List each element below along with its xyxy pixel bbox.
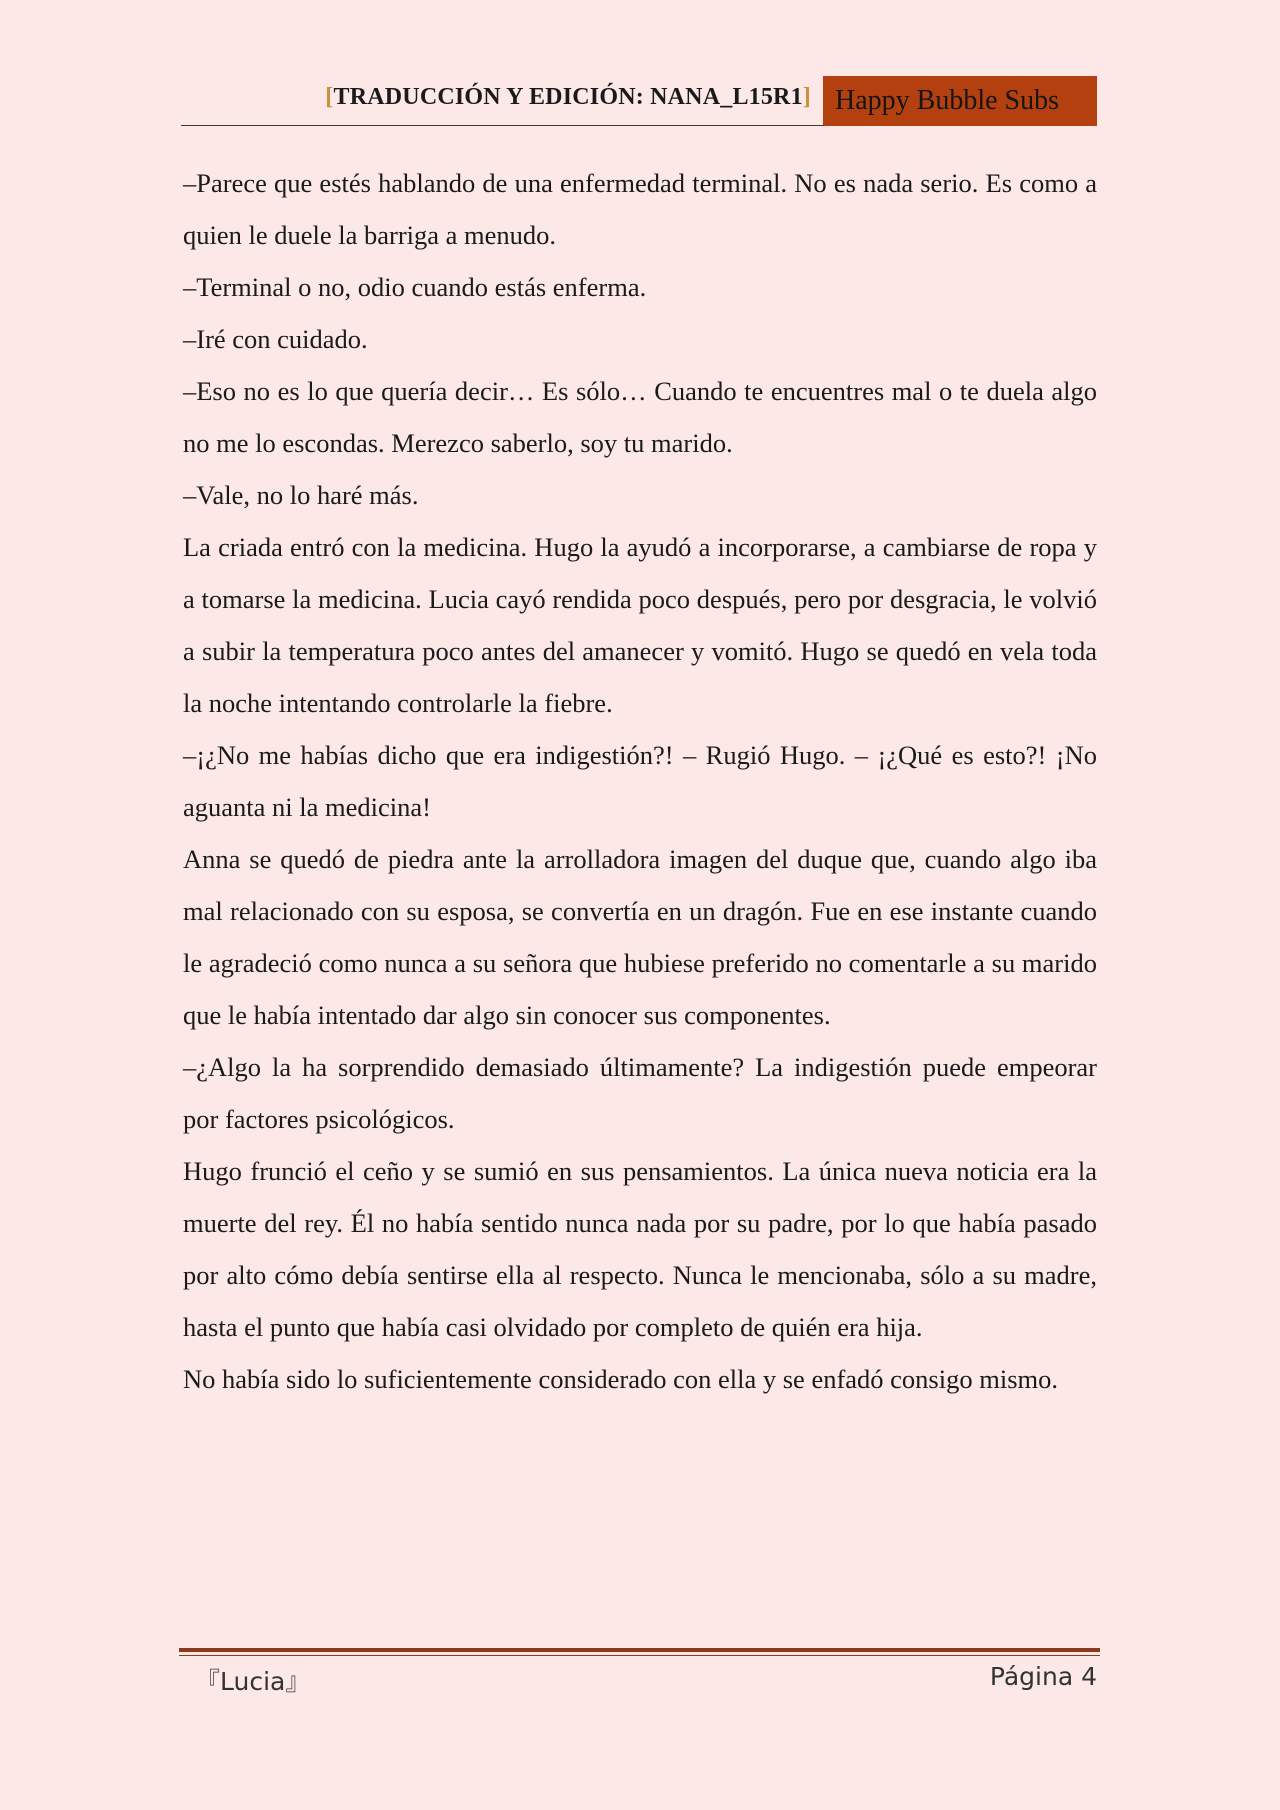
- footer-divider-thin: [179, 1655, 1100, 1656]
- paragraph: Hugo frunció el ceño y se sumió en sus pensamientos. La única nueva noticia era la muerte del rey. Él no había sentido nunca nada por su padre, por lo que había pasado por alto cómo debía sentirse ella al respecto. Nunca le mencionaba, sólo a su madre, hasta el punto que había casi olvidado por completo de quién era hija.: [183, 1156, 1097, 1342]
- page-body: [183, 157, 1097, 1405]
- paragraph: –Eso no es lo que quería decir… Es sólo… Cuando te encuentres mal o te duela algo no me lo escondas. Merezco saberlo, soy tu marido.: [183, 376, 1097, 458]
- paragraph: No había sido lo suficientemente considerado con ella y se enfadó consigo mismo.: [183, 1364, 1059, 1394]
- page-header: [181, 76, 1097, 126]
- bracket-open: [: [325, 84, 334, 110]
- translation-credit-text: TRADUCCIÓN Y EDICIÓN: NANA_L15R1: [333, 84, 803, 110]
- paragraph: –¡¿No me habías dicho que era indigestión?! – Rugió Hugo. – ¡¿Qué es esto?! ¡No aguanta ni la medicina!: [183, 740, 1097, 822]
- paragraph: La criada entró con la medicina. Hugo la ayudó a incorporarse, a cambiarse de ropa y a tomarse la medicina. Lucia cayó rendida poco después, pero por desgracia, le volvió a subir la temperatura poco antes del amanecer y vomitó. Hugo se quedó en vela toda la noche intentando controlarle la fiebre.: [183, 532, 1097, 718]
- paragraph: –Vale, no lo haré más.: [183, 480, 419, 510]
- paragraph: –¿Algo la ha sorprendido demasiado últimamente? La indigestión puede empeorar por factores psicológicos.: [183, 1052, 1097, 1134]
- paragraph: –Iré con cuidado.: [183, 324, 368, 354]
- paragraph: Anna se quedó de piedra ante la arrolladora imagen del duque que, cuando algo iba mal relacionado con su esposa, se convertía en un dragón. Fue en ese instante cuando le agradeció como nunca a su señora que hubiese preferido no comentarle a su marido que le había intentado dar algo sin conocer sus componentes.: [183, 844, 1097, 1030]
- paragraph: –Parece que estés hablando de una enfermedad terminal. No es nada serio. Es como a quien le duele la barriga a menudo.: [183, 168, 1097, 250]
- page-number: Página 4: [989, 1662, 1097, 1691]
- footer-divider-thick: [179, 1648, 1100, 1652]
- group-name-label: Happy Bubble Subs: [823, 76, 1097, 126]
- bracket-close: ]: [802, 84, 811, 110]
- paragraph: –Terminal o no, odio cuando estás enferma.: [183, 272, 647, 302]
- translation-credit: [325, 84, 811, 111]
- book-title: 『Lucia』: [195, 1667, 311, 1696]
- header-divider: [181, 125, 824, 126]
